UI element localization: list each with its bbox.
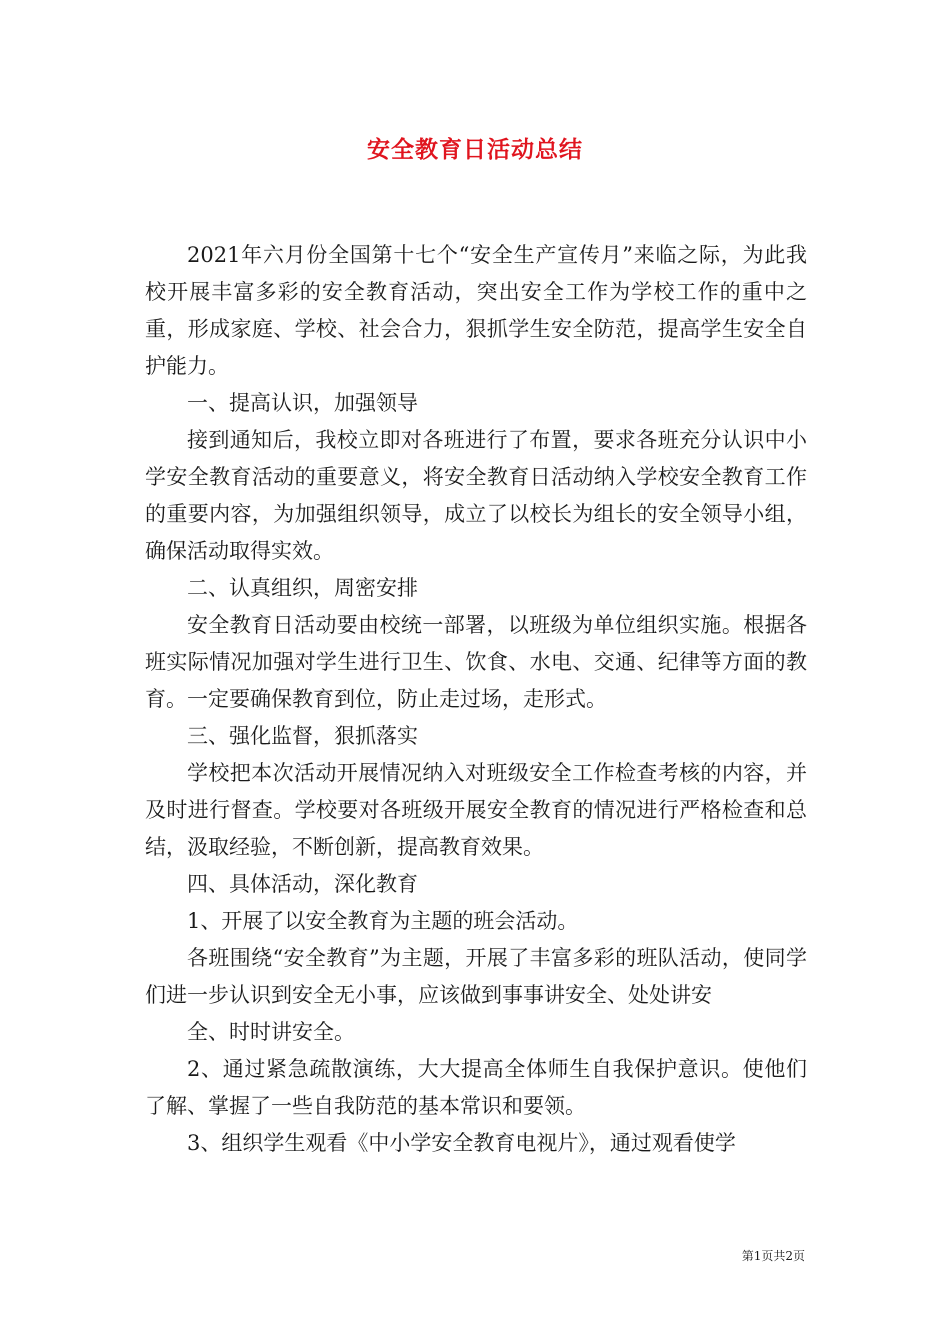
activity-item-1: 1、开展了以安全教育为主题的班会活动。: [187, 909, 579, 933]
activity-item-3: 3、组织学生观看《中小学安全教育电视片》，通过观看使学: [187, 1131, 736, 1155]
section-paragraph-1: 接到通知后，我校立即对各班进行了布置，要求各班充分认识中小学安全教育活动的重要意义，将安全教育日活动纳入学校安全教育工作的重要内容，为加强组织领导，成立了以校长为组长的安全领导小组，确保活动取得实效。: [145, 428, 807, 563]
activity-item-2: 2、通过紧急疏散演练，大大提高全体师生自我保护意识。使他们了解、掌握了一些自我防范的基本常识和要领。: [145, 1057, 807, 1118]
section-paragraph-2: 安全教育日活动要由校统一部署，以班级为单位组织实施。根据各班实际情况加强对学生进行卫生、饮食、水电、交通、纪律等方面的教育。一定要确保教育到位，防止走过场，走形式。: [145, 613, 807, 711]
page-number: 第1页共2页: [741, 1249, 805, 1263]
activity-paragraph-1: 各班围绕“安全教育”为主题，开展了丰富多彩的班队活动，使同学们进一步认识到安全无小事，应该做到事事讲安全、处处讲安: [145, 946, 807, 1007]
document-body: [145, 237, 807, 1162]
section-heading-1: 一、提高认识，加强领导: [187, 391, 418, 415]
section-paragraph-3: 学校把本次活动开展情况纳入对班级安全工作检查考核的内容，并及时进行督查。学校要对各班级开展安全教育的情况进行严格检查和总结，汲取经验，不断创新，提高教育效果。: [145, 761, 807, 859]
section-heading-2: 二、认真组织，周密安排: [187, 576, 418, 600]
activity-paragraph-1-continued: 全、时时讲安全。: [187, 1020, 355, 1044]
intro-paragraph: 2021年六月份全国第十七个“安全生产宣传月”来临之际，为此我校开展丰富多彩的安全教育活动，突出安全工作为学校工作的重中之重，形成家庭、学校、社会合力，狠抓学生安全防范，提高学生安全自护能力。: [145, 243, 807, 378]
section-heading-4: 四、具体活动，深化教育: [187, 872, 418, 896]
document-title: 安全教育日活动总结: [367, 136, 583, 163]
section-heading-3: 三、强化监督，狠抓落实: [187, 724, 418, 748]
